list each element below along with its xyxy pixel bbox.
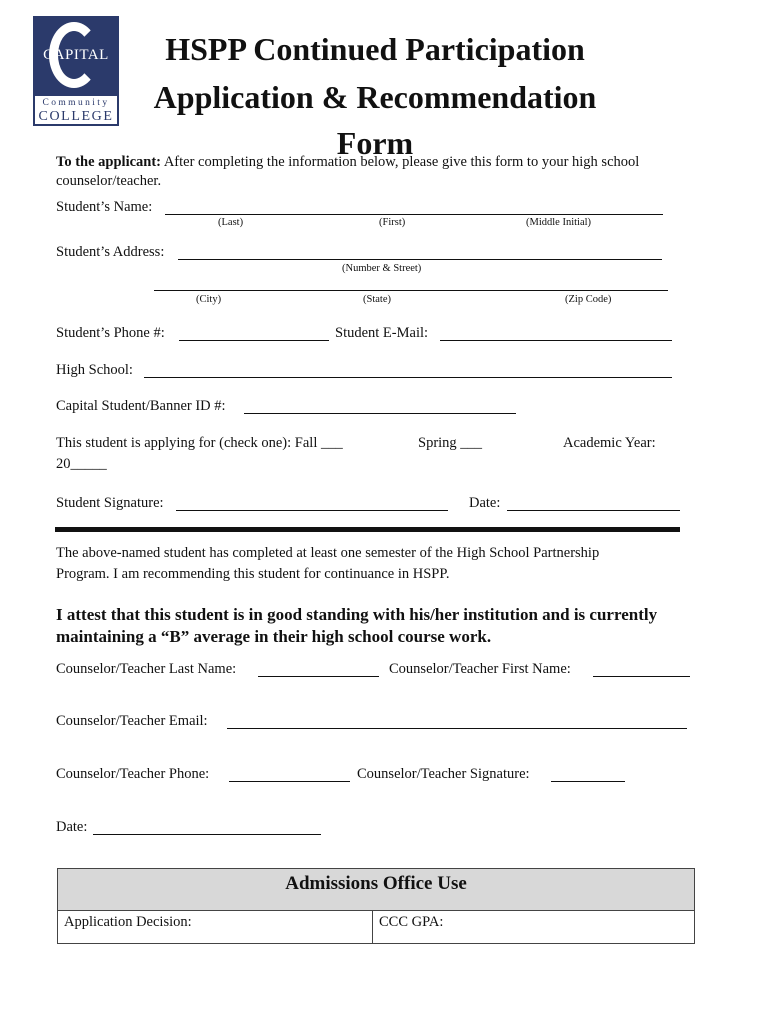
counselor-last-name-field[interactable] [258,676,379,677]
student-phone-field[interactable] [179,340,329,341]
student-email-label: Student E-Mail: [335,325,429,341]
attestation-line1: I attest that this student is in good standing with his/her institution and is currently [56,605,658,624]
academic-year-field[interactable]: 20_____ [56,456,107,472]
counselor-email-label: Counselor/Teacher Email: [56,713,208,729]
admissions-office-heading: Admissions Office Use [58,869,694,911]
high-school-field[interactable] [144,377,672,378]
counselor-date-field[interactable] [93,834,321,835]
applying-spring-option[interactable]: Spring ___ [418,435,483,451]
student-phone-label: Student’s Phone #: [56,325,165,341]
application-decision-cell[interactable] [58,910,372,943]
counselor-signature-label: Counselor/Teacher Signature: [357,766,530,782]
high-school-label: High School: [56,362,133,378]
student-signature-label: Student Signature: [56,495,164,511]
recommendation-line2: Program. I am recommending this student for continuance in HSPP. [56,566,450,582]
student-address-zip-caption: (Zip Code) [565,294,612,305]
student-address-city-caption: (City) [196,294,222,305]
counselor-first-name-field[interactable] [593,676,690,677]
attestation-statement [56,604,716,648]
ccc-gpa-label: CCC GPA: [379,914,444,930]
logo-community-text: Community [42,98,110,108]
student-address-street-field[interactable] [178,259,662,260]
logo-capital-text: CAPITAL [43,47,109,63]
academic-year-label: Academic Year: [563,435,656,451]
student-name-first-caption: (First) [379,217,406,228]
page-title-line2: Application & Recommendation Form [153,79,597,161]
student-date-field[interactable] [507,510,680,511]
counselor-last-name-label: Counselor/Teacher Last Name: [56,661,237,677]
student-address-street-caption: (Number & Street) [342,263,422,274]
recommendation-line1: The above-named student has completed at least one semester of the High School Partnership [56,545,600,561]
counselor-signature-field[interactable] [551,781,625,782]
counselor-email-field[interactable] [227,728,687,729]
section-divider [55,527,680,532]
counselor-phone-label: Counselor/Teacher Phone: [56,766,210,782]
student-signature-field[interactable] [176,510,448,511]
counselor-first-name-label: Counselor/Teacher First Name: [389,661,571,677]
admissions-office-table [57,868,695,944]
student-name-middle-caption: (Middle Initial) [526,217,592,228]
applying-term-label[interactable]: This student is applying for (check one): Fall ___ [56,435,343,451]
banner-id-field[interactable] [244,413,516,414]
intro-paragraph [56,154,639,171]
banner-id-label: Capital Student/Banner ID #: [56,398,226,414]
student-email-field[interactable] [440,340,672,341]
page-title-line1: HSPP Continued Participation [165,31,585,67]
counselor-date-label: Date: [56,819,88,835]
intro-text-line1: After completing the information below, please give this form to your high school [161,154,640,170]
ccc-gpa-cell[interactable] [373,910,694,943]
intro-text-line2: counselor/teacher. [56,173,162,189]
application-decision-label: Application Decision: [64,914,192,930]
student-name-last-caption: (Last) [218,217,244,228]
student-name-label: Student’s Name: [56,199,153,215]
student-name-field[interactable] [165,214,663,215]
counselor-phone-field[interactable] [229,781,350,782]
logo-emblem [35,18,117,96]
attestation-line2: maintaining a “B” average in their high school course work. [56,627,492,646]
college-logo [33,16,119,126]
intro-label: To the applicant: [56,154,162,170]
student-address-city-field[interactable] [154,290,668,291]
student-address-state-caption: (State) [363,294,391,305]
student-address-label: Student’s Address: [56,244,165,260]
logo-college-text: COLLEGE [38,109,114,124]
student-date-label: Date: [469,495,501,511]
